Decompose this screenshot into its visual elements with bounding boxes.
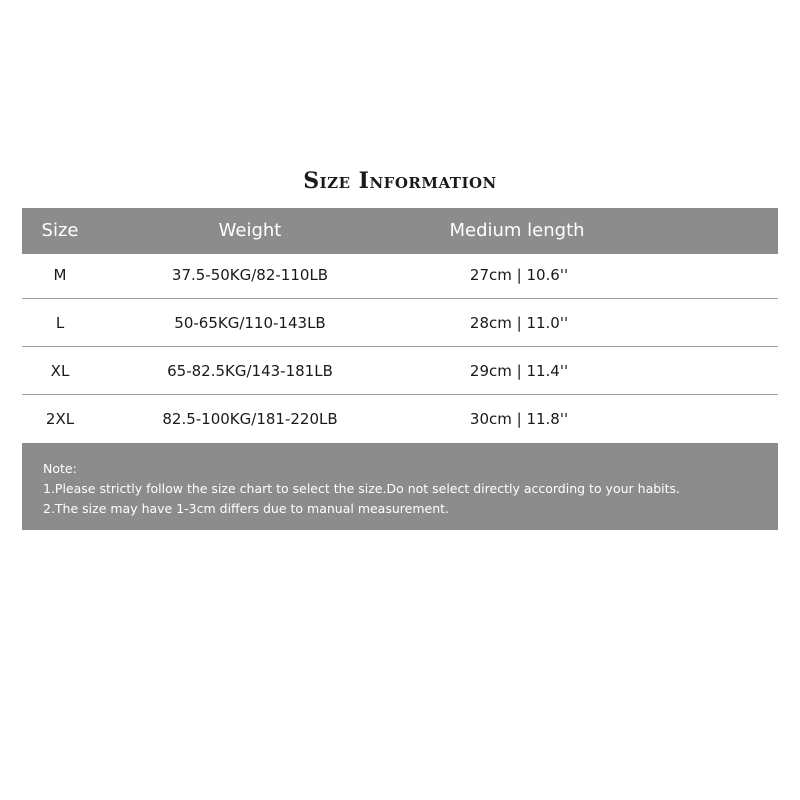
cell-size: L — [55, 314, 65, 332]
header-weight: Weight — [218, 220, 282, 241]
row-divider — [22, 346, 778, 347]
cell-size: 2XL — [45, 410, 75, 428]
row-divider — [22, 394, 778, 395]
table-row — [22, 350, 778, 398]
header-medium-length: Medium length — [449, 220, 585, 241]
row-divider — [22, 298, 778, 299]
cell-size: M — [53, 266, 67, 284]
cell-length: 29cm | 11.4'' — [469, 362, 569, 380]
table-row — [22, 254, 778, 302]
cell-length: 27cm | 10.6'' — [469, 266, 569, 284]
table-row — [22, 398, 778, 446]
note-line-1: 1.Please strictly follow the size chart to select the size.Do not select directly according to your habits. — [43, 481, 681, 496]
cell-weight: 65-82.5KG/143-181LB — [167, 362, 333, 380]
cell-weight: 37.5-50KG/82-110LB — [171, 266, 329, 284]
cell-length: 30cm | 11.8'' — [469, 410, 569, 428]
cell-length: 28cm | 11.0'' — [469, 314, 569, 332]
cell-weight: 50-65KG/110-143LB — [174, 314, 326, 332]
note-box — [22, 443, 778, 530]
note-label: Note: — [43, 461, 77, 476]
note-line-2: 2.The size may have 1-3cm differs due to manual measurement. — [43, 501, 449, 516]
table-row — [22, 302, 778, 350]
cell-weight: 82.5-100KG/181-220LB — [162, 410, 338, 428]
page-title: Size Information — [303, 168, 497, 194]
header-size: Size — [41, 220, 79, 241]
size-table-header — [22, 208, 778, 254]
cell-size: XL — [50, 362, 70, 380]
